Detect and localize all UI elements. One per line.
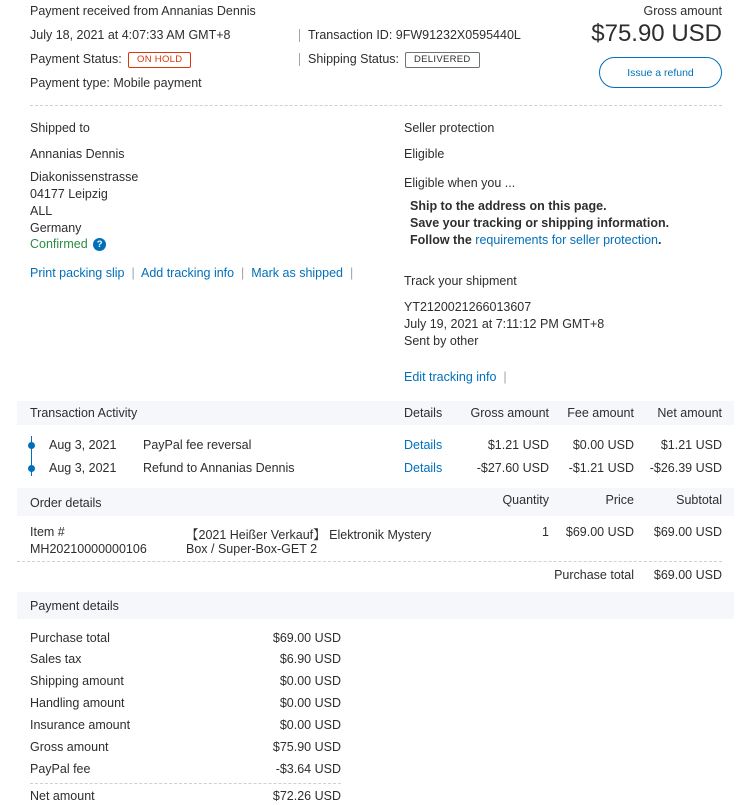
separator: | (237, 266, 248, 280)
requirement-follow (410, 233, 662, 247)
divider (17, 561, 722, 562)
payment-received-from: Payment received from Annanias Dennis (30, 4, 256, 18)
item-name-continued: Box / Super-Box-GET 2 (186, 542, 318, 556)
payment-row-label: Gross amount (30, 740, 109, 754)
address-line: Germany (30, 221, 82, 235)
payment-row-value: $0.00 USD (279, 674, 341, 688)
eligible-when: Eligible when you ... (404, 176, 516, 190)
gross-amount-value: $75.90 USD (591, 20, 722, 47)
activity-title: Transaction Activity (30, 406, 138, 420)
divider (299, 29, 300, 42)
requirement-save-tracking: Save your tracking or shipping information. (410, 216, 670, 230)
payment-row-value: $75.90 USD (272, 740, 341, 754)
order-details-title: Order details (30, 496, 102, 510)
address-line: 04177 Leipzig (30, 187, 108, 201)
divider (30, 783, 341, 784)
payment-header-band (17, 592, 734, 619)
address-line: Diakonissenstrasse (30, 170, 139, 184)
issue-refund-button[interactable]: Issue a refund (599, 57, 722, 88)
activity-details-link[interactable]: Details (404, 438, 443, 452)
payment-row-value: -$3.64 USD (275, 762, 341, 776)
order-col-price: Price (605, 493, 634, 507)
requirement-ship-address: Ship to the address on this page. (410, 199, 607, 213)
payment-row-value: $0.00 USD (279, 718, 341, 732)
sent-by: Sent by other (404, 334, 479, 348)
purchase-total-value: $69.00 USD (653, 568, 722, 582)
activity-fee: $0.00 USD (572, 438, 634, 452)
separator: | (499, 370, 507, 384)
divider (30, 105, 722, 106)
shipping-actions (30, 266, 353, 280)
payment-row-label: Purchase total (30, 631, 110, 645)
order-col-subtotal: Subtotal (676, 493, 722, 507)
purchase-total-label: Purchase total (554, 568, 634, 582)
payment-row-value: $72.26 USD (272, 789, 341, 803)
item-price: $69.00 USD (565, 525, 634, 539)
tracking-number: YT2120021266013607 (404, 300, 532, 314)
order-col-quantity: Quantity (502, 493, 549, 507)
track-shipment-title: Track your shipment (404, 274, 517, 288)
activity-gross: -$27.60 USD (476, 461, 549, 475)
mark-as-shipped-link[interactable]: Mark as shipped (251, 266, 343, 280)
separator: | (346, 266, 354, 280)
payment-status-label: Payment Status: (30, 52, 122, 66)
item-quantity: 1 (542, 525, 549, 539)
requirement-prefix: Follow the (410, 233, 476, 247)
shipping-status-label: Shipping Status: (308, 52, 400, 66)
activity-details-link[interactable]: Details (404, 461, 443, 475)
activity-net: -$26.39 USD (649, 461, 722, 475)
payment-status-badge: ON HOLD (128, 52, 191, 68)
requirement-suffix: . (658, 233, 662, 247)
activity-col-net: Net amount (657, 406, 722, 420)
help-icon[interactable]: ? (93, 238, 106, 251)
shipping-status-badge: DELIVERED (405, 52, 480, 68)
tracking-actions (404, 370, 507, 384)
activity-col-gross: Gross amount (470, 406, 549, 420)
activity-fee: -$1.21 USD (568, 461, 634, 475)
payment-row-label: Insurance amount (30, 718, 131, 732)
payment-row-label: PayPal fee (30, 762, 91, 776)
activity-col-fee: Fee amount (567, 406, 634, 420)
payment-row-value: $69.00 USD (272, 631, 341, 645)
address-confirmed (30, 237, 106, 251)
activity-col-details: Details (404, 406, 443, 420)
confirmed-label: Confirmed (30, 237, 88, 251)
transaction-date: July 18, 2021 at 4:07:33 AM GMT+8 (30, 28, 231, 42)
item-number-label: Item # (30, 525, 65, 539)
address-line: ALL (30, 204, 53, 218)
tracking-date: July 19, 2021 at 7:11:12 PM GMT+8 (404, 317, 605, 331)
payment-row-label: Shipping amount (30, 674, 124, 688)
shipped-to-name: Annanias Dennis (30, 147, 125, 161)
activity-date: Aug 3, 2021 (49, 438, 117, 452)
gross-amount-label: Gross amount (643, 4, 722, 18)
separator: | (127, 266, 139, 280)
item-subtotal: $69.00 USD (653, 525, 722, 539)
payment-details-title: Payment details (30, 599, 119, 613)
shipped-to-title: Shipped to (30, 121, 90, 135)
payment-row-value: $0.00 USD (279, 696, 341, 710)
activity-net: $1.21 USD (660, 438, 722, 452)
payment-type: Payment type: Mobile payment (30, 76, 202, 90)
seller-protection-requirements-link[interactable]: requirements for seller protection (475, 233, 659, 247)
payment-row-label: Net amount (30, 789, 95, 803)
print-packing-slip-link[interactable]: Print packing slip (30, 266, 125, 280)
activity-gross: $1.21 USD (487, 438, 549, 452)
timeline-dot (28, 442, 35, 449)
edit-tracking-info-link[interactable]: Edit tracking info (404, 370, 497, 384)
divider (299, 53, 300, 66)
add-tracking-info-link[interactable]: Add tracking info (140, 266, 235, 280)
item-number: MH20210000000106 (30, 542, 147, 556)
activity-date: Aug 3, 2021 (49, 461, 117, 475)
activity-description: Refund to Annanias Dennis (143, 461, 295, 475)
payment-row-label: Handling amount (30, 696, 125, 710)
item-name: 【2021 Heißer Verkauf】 Elektronik Mystery (186, 528, 432, 542)
transaction-id: Transaction ID: 9FW91232X0595440L (308, 28, 521, 42)
payment-row-value: $6.90 USD (279, 652, 341, 666)
payment-row-label: Sales tax (30, 652, 82, 666)
seller-protection-title: Seller protection (404, 121, 495, 135)
activity-description: PayPal fee reversal (143, 438, 252, 452)
timeline-dot (28, 465, 35, 472)
seller-protection-status: Eligible (404, 147, 445, 161)
